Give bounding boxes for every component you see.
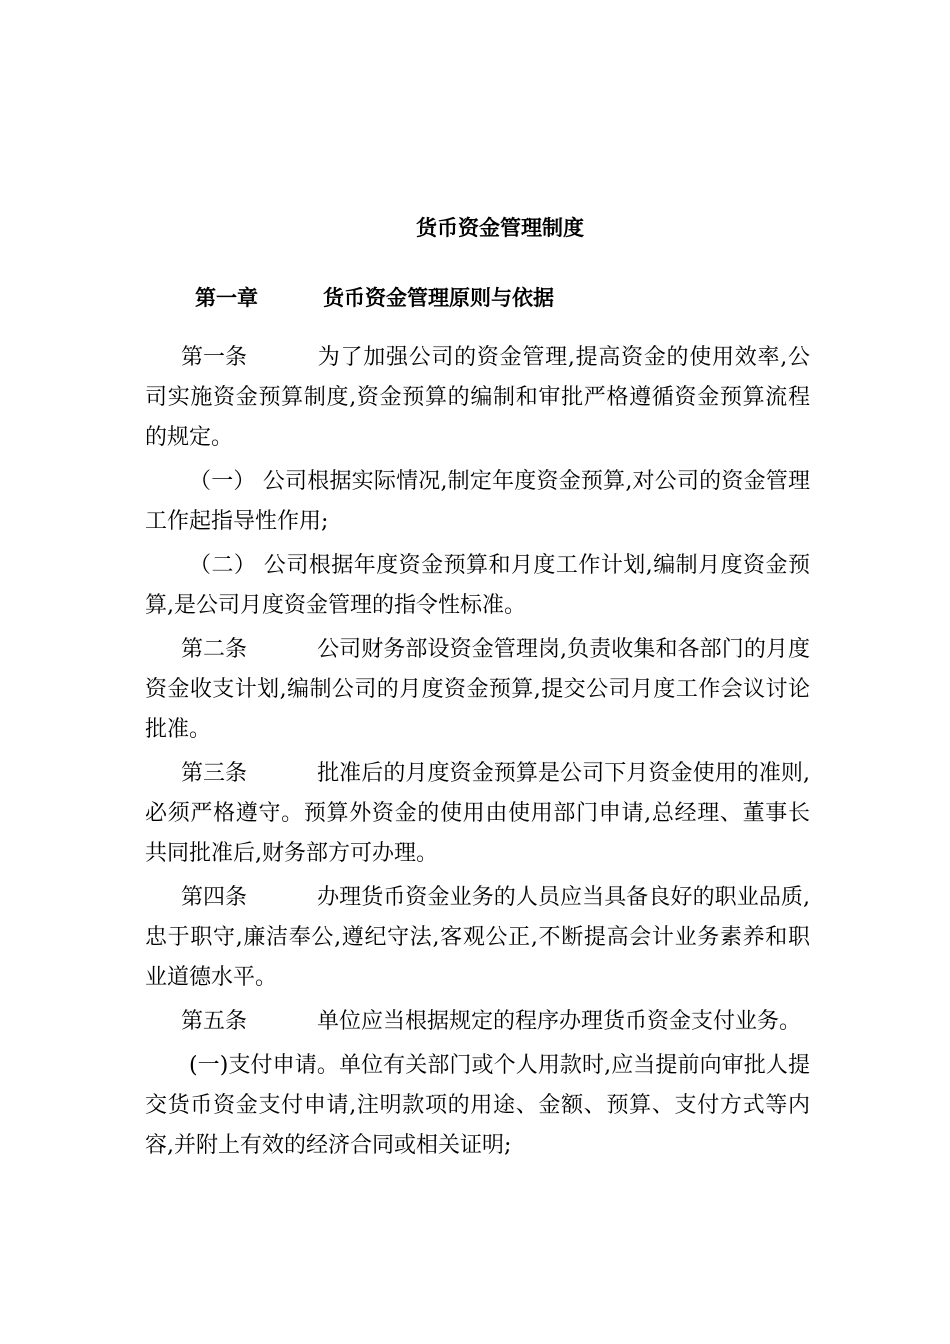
article-text: 批准后的月度资金预算是公司下月资金使用的准则,必须严格遵守。预算外资金的使用由使用部门申请,总经理、董事长共同批准后,财务部方可办理。 <box>145 761 810 866</box>
chapter-number: 第一章 <box>195 286 258 310</box>
item-text: （一） 公司根据实际情况,制定年度资金预算,对公司的资金管理工作起指导性作用; <box>145 469 810 534</box>
article-text: 办理货币资金业务的人员应当具备良好的职业品质,忠于职守,廉洁奉公,遵纪守法,客观公正,不断提高会计业务素养和职业道德水平。 <box>145 885 810 990</box>
article-1 <box>145 338 810 458</box>
article-3 <box>145 754 810 874</box>
article-1-item-2 <box>145 546 810 626</box>
document-body <box>145 338 810 1170</box>
article-5-item-1 <box>145 1046 810 1166</box>
article-number: 第四条 <box>181 885 248 910</box>
article-text: 单位应当根据规定的程序办理货币资金支付业务。 <box>317 1009 802 1034</box>
article-1-item-1 <box>145 462 810 542</box>
article-number: 第一条 <box>181 345 248 370</box>
article-4 <box>145 878 810 998</box>
article-number: 第二条 <box>181 637 248 662</box>
item-text: (一)支付申请。单位有关部门或个人用款时,应当提前向审批人提交货币资金支付申请,注明款项的用途、金额、预算、支付方式等内容,并附上有效的经济合同或相关证明; <box>145 1053 810 1158</box>
item-text: （二） 公司根据年度资金预算和月度工作计划,编制月度资金预算,是公司月度资金管理的指令性标准。 <box>145 553 810 618</box>
article-5 <box>145 1002 810 1042</box>
article-text: 公司财务部设资金管理岗,负责收集和各部门的月度资金收支计划,编制公司的月度资金预算,提交公司月度工作会议讨论批准。 <box>145 637 810 742</box>
chapter-heading <box>195 282 554 314</box>
chapter-title: 货币资金管理原则与依据 <box>323 286 554 310</box>
article-2 <box>145 630 810 750</box>
document-title: 货币资金管理制度 <box>416 216 584 240</box>
article-number: 第五条 <box>181 1009 248 1034</box>
article-number: 第三条 <box>181 761 248 786</box>
article-text: 为了加强公司的资金管理,提高资金的使用效率,公司实施资金预算制度,资金预算的编制和审批严格遵循资金预算流程的规定。 <box>145 345 810 450</box>
